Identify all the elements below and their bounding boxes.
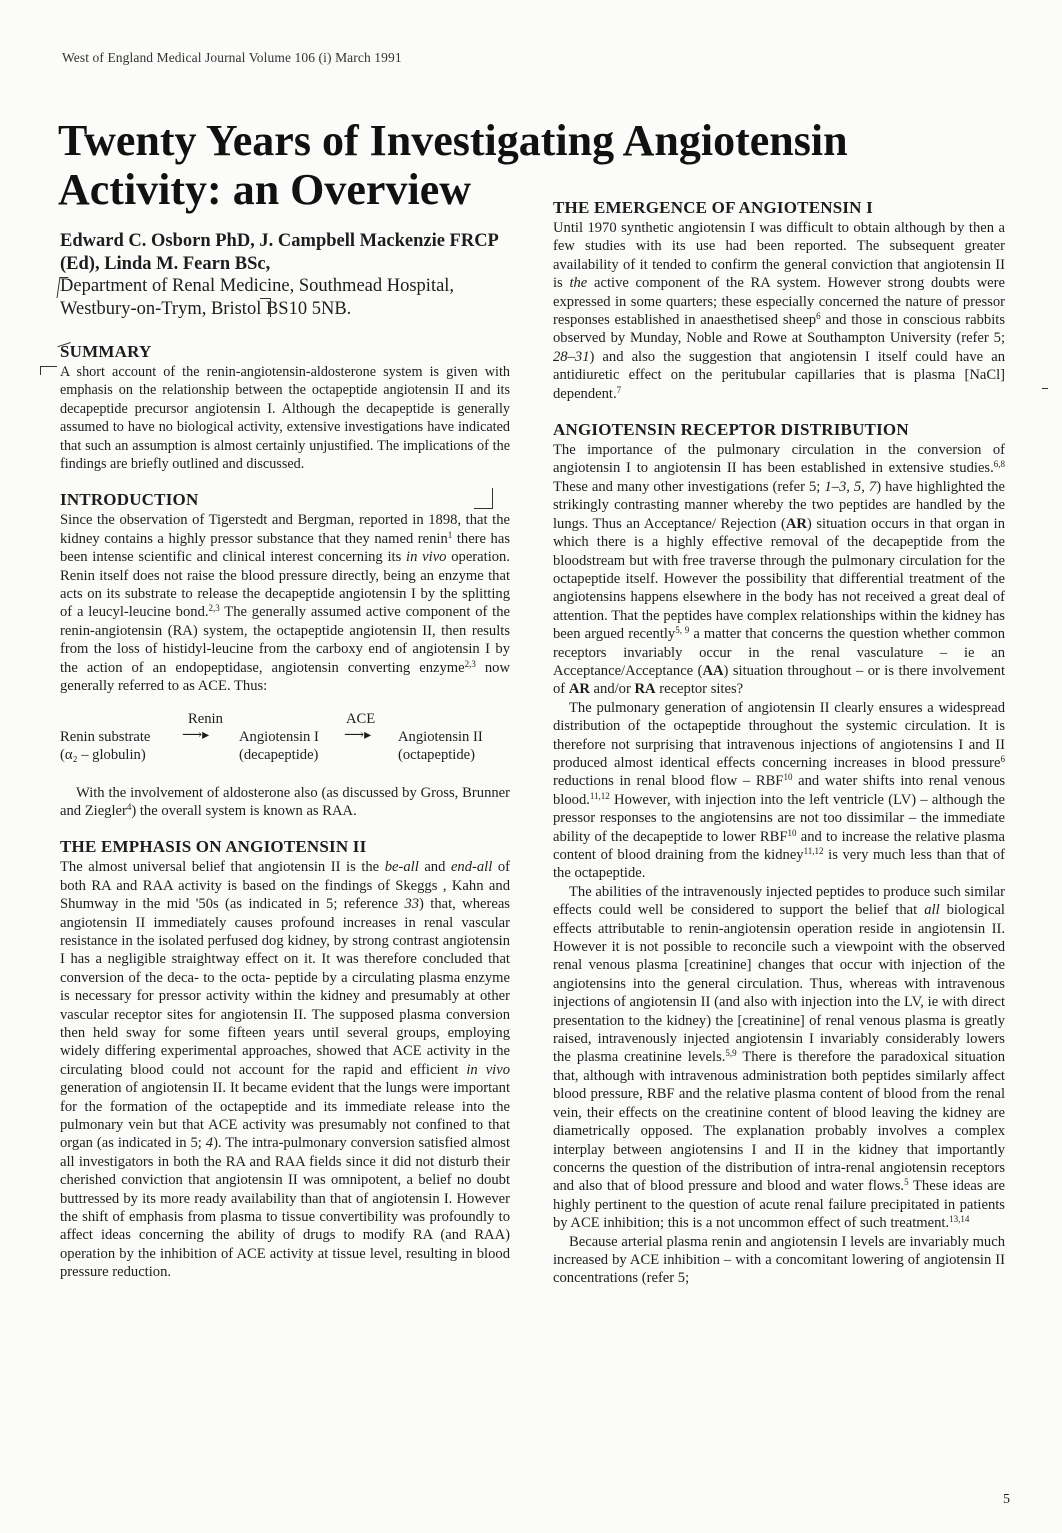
- emergence-heading: THE EMERGENCE OF ANGIOTENSIN I: [553, 198, 873, 217]
- ink-bracket-summary-start: [40, 366, 57, 375]
- scheme-product-1: Angiotensin I: [239, 728, 319, 745]
- scheme-product-1-note: (decapeptide): [239, 746, 319, 763]
- scheme-enzyme-ace: ACE: [346, 710, 376, 727]
- introduction-paragraph-2: With the involvement of aldosterone also (as discussed by Gross, Brunner and Ziegler$^4$) the overall system is known as RAA.: [60, 784, 510, 819]
- left-column: [60, 342, 510, 1282]
- receptor-paragraph-1: The importance of the pulmonary circulation in the conversion of angiotensin I to angiotensin II has been established in extensive studies.$^{6,8}$ These and many other investigations (refer 5; 1–3, 5, 7) have highlighted the strikingly contrasting manner whereby the two peptides are handled by the lungs. Thus an Acceptance/ Rejection (AR) situation occurs in that organ in which there is a highly effective removal of the decapeptide from the bloodstream but with free traverse through the pulmonary circulation for the octapeptide itself. However the possibility that differential treatment of the angiotensins happens elsewhere in the body has not received a great deal of attention. That the peptides have complex relationships within the kidney has been argued recently$^{5, 9}$ a matter that concerns the question whether common receptors invariably occur in the renal vasculature – ie an Acceptance/Acceptance (AA) situation throughout – or is there involvement of AR and/or RA receptor sites?: [553, 442, 1005, 698]
- scheme-product-2-note: (octapeptide): [398, 746, 475, 763]
- running-head: West of England Medical Journal Volume 106 (i) March 1991: [62, 50, 402, 65]
- emphasis-paragraph-1: The almost universal belief that angiotensin II is the be-all and end-all of both RA and RAA activity is based on the findings of Skeggs , Kahn and Shumway in the mid '50s (as indicated in 5; reference 33) that, whereas angiotensin II immediately causes profound increases in renal vascular resistance in the isolated perfused dog kidney, by strong contrast angiotensin I has a negligible straightway effect on it. It was therefore concluded that conversion of the deca- to the octa- peptide by a circulating plasma enzyme is necessary for pressor activity within the kidney and presumably at other vascular receptor sites for angiotensin II. The supposed plasma conversion then held sway for some fifteen years until several groups, employing widely differing experimental approaches, showed that ACE activity in the circulating blood could not account for the rapid and efficient in vivo generation of angiotensin II. It became evident that the lungs were important for the formation of the octapeptide and its immediate release into the pulmonary vein but that ACE activity was presumably not confined to that organ (as indicated in 5; 4). The intra-pulmonary conversion satisfied almost all investigators in both the RA and RAA fields since it did not disturb their cherished conviction that angiotensin II was omnipotent, a belief no doubt buttressed by its more ready availability than that of angiotensin I. However the shift of emphasis from plasma to tissue convertibility was profoundly to affect ideas concerning the ability of drugs to modify RA (and RAA) operation by the inhibition of ACE activity at tissue level, resulting in blood pressure reduction.: [60, 859, 511, 1281]
- scheme-substrate-note: (α₂ – globulin): [60, 746, 146, 763]
- ink-tick-right-margin: [1042, 388, 1048, 390]
- authors: Edward C. Osborn PhD, J. Campbell Mackenzie FRCP (Ed), Linda M. Fearn BSc,: [60, 231, 498, 274]
- scheme-enzyme-renin: Renin: [188, 710, 223, 727]
- article-title: Twenty Years of Investigating Angiotensin Activity: an Overview: [58, 116, 848, 214]
- page-number: 5: [1003, 1492, 1010, 1507]
- summary-heading: SUMMARY: [60, 342, 152, 361]
- right-column: [553, 198, 1005, 1288]
- scheme-product-2: Angiotensin II: [398, 728, 483, 745]
- scheme-substrate: Renin substrate: [60, 728, 151, 745]
- receptor-paragraph-3: The abilities of the intravenously injected peptides to produce such similar effects could well be considered to support the belief that all biological effects attributable to renin-angiotensin operation reside in angiotensin II. However it is not possible to reconcile such a viewpoint with the observed renal venous plasma [creatinine] changes that occur with injection of the angiotensins into the general circulation. Thus, whereas with intravenous injections of angiotensin II (and also with injection into the LV, ie with direct presentation to the kidney) the [creatinine] of renal venous plasma is greatly raised, intravenously injected angiotensin I invariably considerably lowers the plasma creatinine levels.$^{5,9}$ There is therefore the paradoxical situation that, although with intravenous administration both peptides similarly affect blood pressure, RBF and the relative plasma content of blood from the renal vein, their effects on the creatinine content of blood leaving the kidney are diametrically opposed. The explanation probably involves a complex interplay between angiotensins I and II in the kidney that importantly concerns the question of the distribution of intra-renal angiotensin receptors and also that of blood pressure and blood and water flows.$^5$ These ideas are highly pertinent to the question of acute renal failure precipitated in patients by ACE inhibition; this is a not uncommon effect of such treatment.$^{13,14}$: [553, 883, 1005, 1232]
- receptor-heading: ANGIOTENSIN RECEPTOR DISTRIBUTION: [553, 420, 909, 440]
- receptor-paragraph-2: The pulmonary generation of angiotensin II clearly ensures a widespread distribution of the octapeptide throughout the systemic circulation. It is therefore not surprising that intravenous injections of angiotensins I and II produced almost identical effects concerning increases in blood pressure$^6$ reductions in renal blood flow – RBF$^{10}$ and water shifts into renal venous blood.$^{11,12}$ However, with injection into the left ventricle (LV) – although the pressor responses to the angiotensins are not too dissimilar – the immediate ability of the decapeptide to lower RBF$^{10}$ and to increase the relative plasma content of blood draining from the kidney$^{11,12}$ is very much less than that of the octapeptide.: [553, 699, 1005, 882]
- arrow-icon: ⟶▸: [344, 727, 372, 743]
- receptor-paragraph-4: Because arterial plasma renin and angiotensin I levels are invariably much increased by ACE inhibition – with a concomitant lowering of angiotensin II concentrations (refer 5;: [553, 1233, 1005, 1287]
- introduction-heading: INTRODUCTION: [60, 490, 199, 510]
- arrow-icon: ⟶▸: [182, 727, 210, 743]
- summary-text: A short account of the renin-angiotensin-aldosterone system is given with emphasis on the relationship between the octapeptide angiotensin II and its decapeptide precursor angiotensin I. Although the decapeptide is generally assumed to have no biological activity, extensive investigations have indicated that such an assumption is almost certainly unjustified. The implications of the findings are briefly outlined and discussed.: [60, 364, 510, 473]
- emergence-paragraph-1: Until 1970 synthetic angiotensin I was difficult to obtain although by then a few studies with its use had been reported. The subsequent greater availability of it tended to confirm the general conviction that angiotensin II is the active component of the RA system. However strong doubts were expressed in some quarters; these especially concerned the nature of pressor responses established in anaesthetised sheep$^6$ and those in conscious rabbits observed by Munday, Noble and Rowe at Southampton University (refer 5; 28–31) and also the suggestion that angiotensin I itself could have an antidiuretic effect on the peritubular capillaries that is plasma [NaCl] dependent.$^7$: [553, 220, 1005, 402]
- reaction-scheme: [60, 702, 510, 774]
- ink-bracket-bristol: [260, 298, 271, 317]
- emphasis-heading: THE EMPHASIS ON ANGIOTENSIN II: [60, 837, 367, 857]
- introduction-paragraph-1: Since the observation of Tigerstedt and Bergman, reported in 1898, that the kidney contains a highly pressor substance that they named renin$^1$ there has been intense scientific and clinical interest concerning its in vivo operation. Renin itself does not raise the blood pressure directly, being an enzyme that acts on its substrate to release the decapeptide angiotensin I by the splitting of a leucyl-leucine bond.$^{2,3}$ The generally assumed active component of the renin-angiotensin (RA) system, the octapeptide angiotensin II, then results from the loss of histidyl-leucine from the carboxy end of angiotensin I by the action of an endopeptidase, angiotensin converting enzyme$^{2,3}$ now generally referred to as ACE. Thus:: [60, 512, 511, 695]
- affiliation: Department of Renal Medicine, Southmead Hospital, Westbury-on-Trym, Bristol BS10 5NB.: [60, 276, 455, 319]
